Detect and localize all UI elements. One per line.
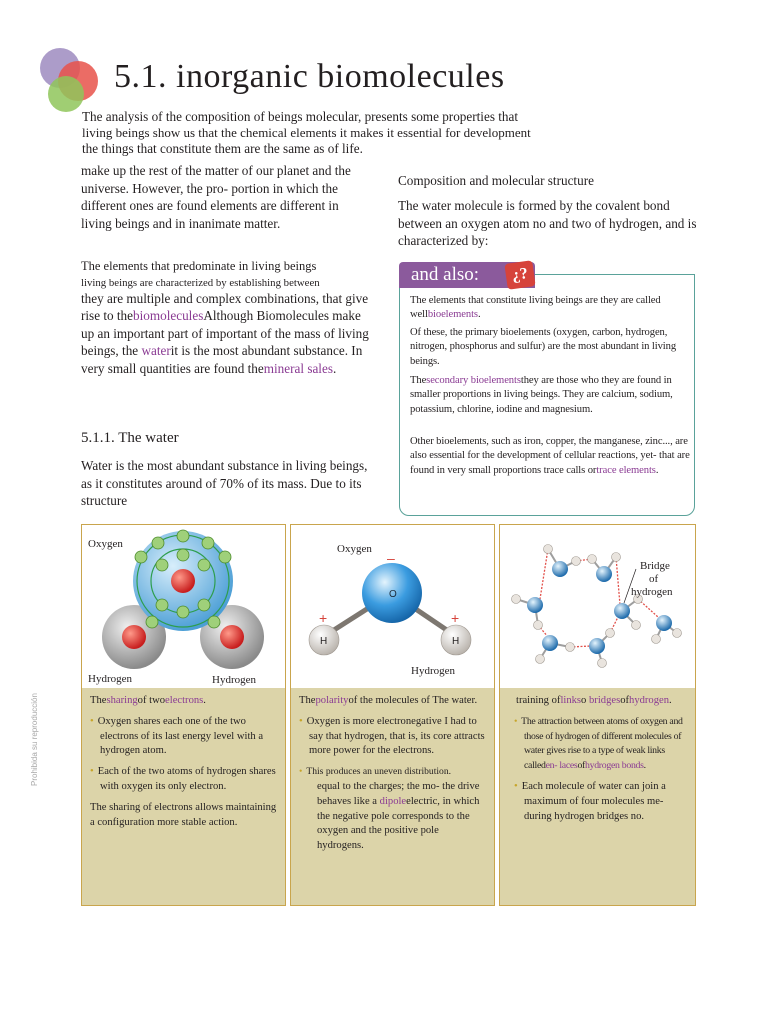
trace-elements-link[interactable]: trace elements xyxy=(596,464,656,476)
secondary-bioelements-link[interactable]: secondary bioelements xyxy=(426,375,521,386)
hydrogen-left-label: Hydrogen xyxy=(88,673,132,685)
panel-polarity xyxy=(290,524,495,906)
right-paragraph: The water molecule is formed by the covalent bond between an oxygen atom no and two of hydrogen, and is characterized by: xyxy=(398,198,697,249)
hydrogen-right-label: Hydrogen xyxy=(212,674,256,686)
list-item: • Oxygen shares each one of the two electrons of its last energy level with a hydrogen atom. xyxy=(90,715,264,757)
panel-2-heading: Thepolarityof the molecules of The water. xyxy=(299,695,478,706)
positive-charge-left: + xyxy=(319,610,328,626)
hydrogen-symbol-right: H xyxy=(452,636,460,647)
water-electron-diagram xyxy=(82,525,285,688)
list-item: • Each of the two atoms of hydrogen shares with oxygen its only electron. xyxy=(90,766,276,792)
list-item: • The attraction between atoms of oxygen and those of hydrogen of different molecules of water gives rise to a type of weak links calleden- lacesofhydrogen bonds. xyxy=(514,715,683,772)
panel-electron-sharing xyxy=(81,524,286,906)
and-also-p3: Thesecondary bioelementsthey are those who they are found in smaller proportions in living beings. They are calcium, sodium, potassium, chlorine, iodine and magnesium. xyxy=(410,375,673,415)
negative-charge: – xyxy=(387,550,395,566)
list-item: • Oxygen is more electronegative I had to say that hydrogen, that is, its core attracts more power for the electrons. xyxy=(299,715,485,757)
bioelements-link[interactable]: bioelements xyxy=(427,309,478,321)
panel-1-text xyxy=(82,688,285,905)
oxygen-label: Oxygen xyxy=(337,543,372,555)
and-also-p2: Of these, the primary bioelements (oxygen, carbon, hydrogen, nitrogen, phosphorus and sulfur) are the most abundant in living beings. xyxy=(410,327,677,367)
side-note: Prohibida su reproducción xyxy=(30,693,39,786)
left-paragraph-2: The elements that predominate in living beings living beings are characterized by establishing between they are multiple and complex combinations, that give rise to thebiomoleculesAlthough Biomolecules make up an important part of important of the mass of living beings, the waterit is the most abundant substance. In very small quantities are found themineral sales. xyxy=(81,259,369,376)
water-link[interactable]: water xyxy=(141,343,171,359)
list-item: • Each molecule of water can join a maximum of four molecules me- during hydrogen bridges no. xyxy=(514,780,666,822)
list-item: • This produces an uneven distribution. xyxy=(299,766,452,778)
panel-1-closing: The sharing of electrons allows maintaining a configuration more stable action. xyxy=(90,801,277,828)
right-heading: Composition and molecular structure xyxy=(398,173,594,188)
oxygen-label: Oxygen xyxy=(88,538,123,550)
left-paragraph-1: make up the rest of the matter of our planet and the universe. However, the pro- portion in which the different ones are found elements are different in living beings and in inanimate matter. xyxy=(81,163,351,231)
question-icon: ¿? xyxy=(504,260,535,290)
subsection-heading: 5.1.1. The water xyxy=(81,430,179,446)
bridge-label: Bridge of hydrogen xyxy=(631,560,673,598)
panel-1-heading: Thesharingof twoelectrons. xyxy=(90,695,206,706)
hydrogen-label: Hydrogen xyxy=(411,665,455,677)
hydrogen-symbol-left: H xyxy=(320,636,328,647)
chapter-logo-icon xyxy=(34,48,110,112)
and-also-p1: The elements that constitute living beings are they are called wellbioelements. xyxy=(410,295,661,321)
and-also-tab: and also: xyxy=(399,262,535,288)
panel-3-text xyxy=(500,688,695,905)
positive-charge-right: + xyxy=(451,610,460,626)
water-polarity-diagram xyxy=(291,525,494,688)
water-paragraph: Water is the most abundant substance in living beings, as it constitutes around of 70% of its mass. Due to its structure xyxy=(81,458,368,509)
panel-2-continuation: equal to the charges; the mo- the drive behaves like a dipoleelectric, in which the negative pole corresponds to the oxygen and the positive pole hydrogens. xyxy=(317,780,480,852)
panel-2-text xyxy=(291,688,494,905)
hydrogen-bridge-diagram xyxy=(500,525,695,688)
oxygen-symbol: O xyxy=(389,589,397,600)
panel-hydrogen-bridges xyxy=(499,524,696,906)
and-also-p4: Other bioelements, such as iron, copper, the manganese, zinc..., are also essential for the development of cellular reactions, yet- that are found in very small proportions trace calls ortrace elements. xyxy=(410,436,690,476)
biomolecules-link[interactable]: biomolecules xyxy=(133,308,204,324)
mineral-salts-link[interactable]: mineral sales xyxy=(263,360,333,376)
panel-3-heading: training oflinkso bridgesofhydrogen. xyxy=(516,695,672,706)
intro-paragraph: The analysis of the composition of beings molecular, presents some properties that living beings show us that the chemical elements it makes it essential for development the things that constitute them are the same as of life. xyxy=(82,109,531,156)
page-title: 5.1. inorganic biomolecules xyxy=(114,58,505,95)
